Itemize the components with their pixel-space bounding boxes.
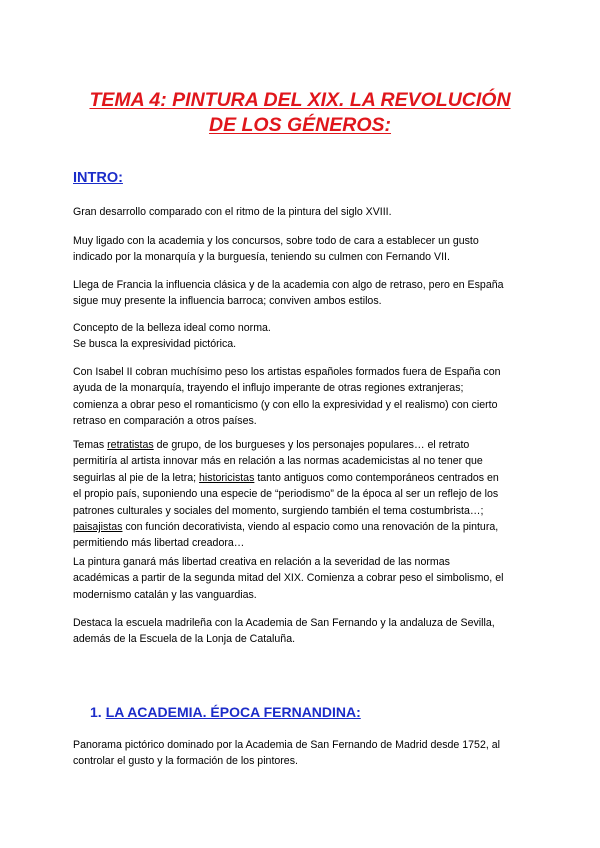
text-line: permitiría al artista innovar más en relación a las normas academicistas al no tener que <box>73 455 483 468</box>
underlined-term-retratistas: retratistas <box>107 439 154 451</box>
text-line: Gran desarrollo comparado con el ritmo de la pintura del siglo XVIII. <box>73 206 392 218</box>
text-line <box>73 470 531 486</box>
paragraph-2 <box>73 233 531 266</box>
section-1-heading <box>90 704 361 720</box>
text-line: comienza a obrar peso el romanticismo (y con ello la expresividad y el realismo) con cierto <box>73 398 498 411</box>
text-line <box>73 519 531 535</box>
text-line: Con Isabel II cobran muchísimo peso los artistas españoles formados fuera de España con <box>73 366 501 378</box>
section-1-label: LA ACADEMIA. ÉPOCA FERNANDINA: <box>105 704 361 720</box>
underlined-term-paisajistas: paisajistas <box>73 521 123 534</box>
text-line: patrones culturales y sociales del momento, surgiendo también el tema costumbrista…; <box>73 504 484 517</box>
text-line: permitiendo más libertad creadora… <box>73 537 245 550</box>
text-line: Panorama pictórico dominado por la Academia de San Fernando de Madrid desde 1752, al <box>73 739 500 751</box>
intro-heading: INTRO: <box>73 170 123 186</box>
text-line: retraso en comparación a otros países. <box>73 415 257 428</box>
text-line <box>73 437 531 453</box>
paragraph-3 <box>73 277 531 310</box>
text-segment: con función decorativista, viendo al espacio como una renovación de la pintura, <box>122 521 499 534</box>
paragraph-4 <box>73 320 531 353</box>
section-1-number: 1. <box>90 704 102 720</box>
text-segment: Temas <box>73 439 108 451</box>
text-line: Concepto de la belleza ideal como norma. <box>73 322 271 334</box>
text-segment: de grupo, de los burgueses y los personajes populares… el retrato <box>153 439 470 451</box>
paragraph-6 <box>73 437 531 552</box>
title-line-2: DE LOS GÉNEROS: <box>208 114 392 137</box>
text-line: Destaca la escuela madrileña con la Academia de San Fernando y la andaluza de Sevilla, <box>73 617 495 629</box>
text-segment: tanto antiguos como contemporáneos centrados en <box>254 471 499 484</box>
paragraph-8 <box>73 615 531 648</box>
text-line: ayuda de la monarquía, trayendo el influjo imperante de otras regiones extranjeras; <box>73 382 464 395</box>
text-line: además de la Escuela de la Lonja de Cataluña. <box>73 633 296 646</box>
text-line: académicas a partir de la segunda mitad del XIX. Comienza a cobrar peso el simbolismo, el <box>73 572 504 585</box>
paragraph-7 <box>73 554 531 603</box>
text-line: Se busca la expresividad pictórica. <box>73 338 237 351</box>
text-segment: seguirlas al pie de la letra; <box>73 471 200 484</box>
text-line: el propio país, suponiendo una especie de “periodismo” de la época al ser un reflejo de los <box>73 488 499 501</box>
text-line: modernismo catalán y las vanguardias. <box>73 588 257 601</box>
document-title <box>40 88 560 138</box>
paragraph-9 <box>73 737 531 770</box>
title-line-1: TEMA 4: PINTURA DEL XIX. LA REVOLUCIÓN <box>89 89 511 112</box>
text-line: indicado por la monarquía y la burguesía, teniendo su culmen con Fernando VII. <box>73 251 450 264</box>
text-line: Muy ligado con la academia y los concursos, sobre todo de cara a establecer un gusto <box>73 235 479 247</box>
text-line: Llega de Francia la influencia clásica y de la academia con algo de retraso, pero en España <box>73 279 504 291</box>
text-line: controlar el gusto y la formación de los pintores. <box>73 755 298 768</box>
text-line: La pintura ganará más libertad creativa en relación a la severidad de las normas <box>73 556 450 568</box>
paragraph-1 <box>73 204 531 220</box>
underlined-term-historicistas: historicistas <box>199 471 255 484</box>
text-line: sigue muy presente la influencia barroca; conviven ambos estilos. <box>73 295 382 308</box>
paragraph-5 <box>73 364 531 430</box>
